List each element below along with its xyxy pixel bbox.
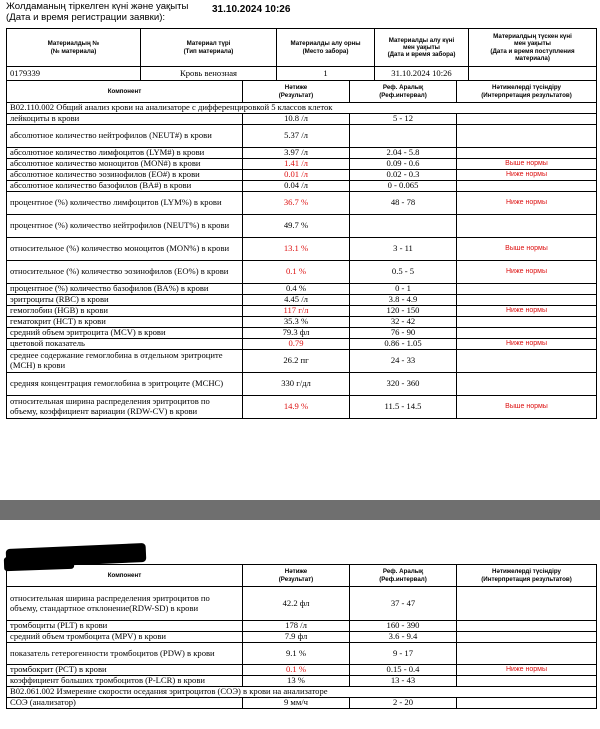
- reference-range: 32 - 42: [350, 317, 457, 328]
- table-row: [7, 396, 597, 419]
- reference-range: 320 - 360: [350, 373, 457, 396]
- component-name: средний объем эритроцита (MCV) в крови: [7, 328, 243, 339]
- result-value: 36.7 %: [243, 192, 350, 215]
- column-header-row: [7, 565, 597, 587]
- result-value: 0.01 /л: [243, 170, 350, 181]
- table-row: [7, 328, 597, 339]
- component-name: средняя концентрация гемоглобина в эритроците (MCHC): [7, 373, 243, 396]
- material-header-row: [7, 29, 597, 67]
- material-type-header: Материал түрі (Тип материала): [141, 29, 277, 67]
- reference-range: 2 - 20: [350, 698, 457, 709]
- material-place: 1: [277, 67, 375, 81]
- component-name: показатель гетерогенности тромбоцитов (PDW) в крови: [7, 643, 243, 665]
- component-name: гематокрит (HCT) в крови: [7, 317, 243, 328]
- result-column-header: Нәтиже (Результат): [243, 81, 350, 103]
- registration-label-kz: Жолдаманың тіркелген күні және уақыты: [6, 1, 189, 12]
- component-name: процентное (%) количество нейтрофилов (NEUT%) в крови: [7, 215, 243, 238]
- table-row: [7, 215, 597, 238]
- interpretation-flag: Ниже нормы: [457, 192, 597, 215]
- material-received: [469, 67, 597, 81]
- interpretation-flag: [457, 698, 597, 709]
- component-name: абсолютное количество базофилов (BA#) в крови: [7, 181, 243, 192]
- result-value: 330 г/дл: [243, 373, 350, 396]
- reference-range: 0 - 1: [350, 284, 457, 295]
- result-value: 26.2 пг: [243, 350, 350, 373]
- component-name: коэффициент больших тромбоцитов (P-LCR) в крови: [7, 676, 243, 687]
- table-row: [7, 587, 597, 621]
- result-value: 13.1 %: [243, 238, 350, 261]
- ref-column-header: Реф. Аралық (Реф.интервал): [350, 81, 457, 103]
- component-column-header: Компонент: [7, 565, 243, 587]
- result-value: 5.37 /л: [243, 125, 350, 148]
- reference-range: 37 - 47: [350, 587, 457, 621]
- reference-range: 76 - 90: [350, 328, 457, 339]
- interpretation-flag: [457, 295, 597, 306]
- table-row: [7, 284, 597, 295]
- material-row: [7, 67, 597, 81]
- interpretation-flag: Ниже нормы: [457, 306, 597, 317]
- result-value: 49.7 %: [243, 215, 350, 238]
- interpretation-flag: Ниже нормы: [457, 339, 597, 350]
- material-place-header: Материалды алу орны (Место забора): [277, 29, 375, 67]
- result-value: 178 /л: [243, 621, 350, 632]
- interpretation-flag: Ниже нормы: [457, 261, 597, 284]
- material-received-header: Материалдың түскен күні мен уақыты (Дата и время поступления материала): [469, 29, 597, 67]
- report-page-2: [0, 520, 600, 729]
- component-name: относительное (%) количество эозинофилов (EO%) в крови: [7, 261, 243, 284]
- component-name: тромбоциты (PLT) в крови: [7, 621, 243, 632]
- component-column-header: Компонент: [7, 81, 243, 103]
- component-name: СОЭ (анализатор): [7, 698, 243, 709]
- material-date-header: Материалды алу күні мен уақыты (Дата и время забора): [375, 29, 469, 67]
- result-value: 9.1 %: [243, 643, 350, 665]
- reference-range: 120 - 150: [350, 306, 457, 317]
- component-name: абсолютное количество эозинофилов (EO#) в крови: [7, 170, 243, 181]
- interpretation-flag: [457, 114, 597, 125]
- component-name: средний объем тромбоцита (MPV) в крови: [7, 632, 243, 643]
- table-row: [7, 148, 597, 159]
- table-row: [7, 643, 597, 665]
- section-title-cbc-row: [7, 103, 597, 114]
- table-row: [7, 373, 597, 396]
- section-title-esr: B02.061.002 Измерение скорости оседания эритроцитов (СОЭ) в крови на анализаторе: [7, 687, 597, 698]
- component-name: гемоглобин (HGB) в крови: [7, 306, 243, 317]
- result-value: 0.1 %: [243, 261, 350, 284]
- result-value: 7.9 фл: [243, 632, 350, 643]
- reference-range: 0.86 - 1.05: [350, 339, 457, 350]
- interpretation-flag: [457, 643, 597, 665]
- result-value: 1.41 /л: [243, 159, 350, 170]
- column-header-row: [7, 81, 597, 103]
- reference-range: 0.02 - 0.3: [350, 170, 457, 181]
- table-row: [7, 350, 597, 373]
- table-row: [7, 192, 597, 215]
- reference-range: 0.5 - 5: [350, 261, 457, 284]
- interpretation-flag: [457, 328, 597, 339]
- result-value: 14.9 %: [243, 396, 350, 419]
- reference-range: 11.5 - 14.5: [350, 396, 457, 419]
- table-row: [7, 159, 597, 170]
- component-name: цветовой показатель: [7, 339, 243, 350]
- reference-range: 3.8 - 4.9: [350, 295, 457, 306]
- table-row: [7, 676, 597, 687]
- table-row: [7, 339, 597, 350]
- section-title-cbc: B02.110.002 Общий анализ крови на анализаторе с дифференцировкой 5 классов клеток: [7, 103, 597, 114]
- material-table: [6, 28, 597, 81]
- result-value: 0.79: [243, 339, 350, 350]
- table-row: [7, 621, 597, 632]
- material-number: 0179339: [7, 67, 141, 81]
- component-name: относительное (%) количество моноцитов (MON%) в крови: [7, 238, 243, 261]
- component-name: абсолютное количество нейтрофилов (NEUT#) в крови: [7, 125, 243, 148]
- table-row: [7, 317, 597, 328]
- registration-label-ru: (Дата и время регистрации заявки):: [6, 12, 166, 23]
- interpretation-flag: Ниже нормы: [457, 170, 597, 181]
- component-name: относительная ширина распределения эритроцитов по объему, коэффициент вариации (RDW-CV) в крови: [7, 396, 243, 419]
- table-row: [7, 238, 597, 261]
- reference-range: 5 - 12: [350, 114, 457, 125]
- section-title-esr-row: [7, 687, 597, 698]
- interpretation-flag: [457, 632, 597, 643]
- table-row: [7, 698, 597, 709]
- interp-column-header: Нәтижелерді түсіндіру (Интерпретация результатов): [457, 565, 597, 587]
- interpretation-flag: [457, 317, 597, 328]
- component-name: абсолютное количество моноцитов (MON#) в крови: [7, 159, 243, 170]
- table-row: [7, 261, 597, 284]
- results-table-2: [6, 564, 597, 709]
- interpretation-flag: [457, 587, 597, 621]
- interpretation-flag: Выше нормы: [457, 159, 597, 170]
- result-value: 4.45 /л: [243, 295, 350, 306]
- component-name: процентное (%) количество лимфоцитов (LYM%) в крови: [7, 192, 243, 215]
- interpretation-flag: [457, 215, 597, 238]
- interpretation-flag: [457, 148, 597, 159]
- interpretation-flag: [457, 125, 597, 148]
- result-value: 9 мм/ч: [243, 698, 350, 709]
- result-value: 42.2 фл: [243, 587, 350, 621]
- result-value: 35.3 %: [243, 317, 350, 328]
- interpretation-flag: Ниже нормы: [457, 665, 597, 676]
- table-row: [7, 665, 597, 676]
- reference-range: [350, 125, 457, 148]
- results-table-1: [6, 80, 597, 419]
- interpretation-flag: Выше нормы: [457, 238, 597, 261]
- result-value: 0.04 /л: [243, 181, 350, 192]
- material-number-header: Материалдың № (№ материала): [7, 29, 141, 67]
- interpretation-flag: [457, 181, 597, 192]
- component-name: лейкоциты в крови: [7, 114, 243, 125]
- registration-date: 31.10.2024 10:26: [212, 4, 291, 15]
- interpretation-flag: [457, 676, 597, 687]
- reference-range: 13 - 43: [350, 676, 457, 687]
- reference-range: 3.6 - 9.4: [350, 632, 457, 643]
- reference-range: 9 - 17: [350, 643, 457, 665]
- reference-range: 0.09 - 0.6: [350, 159, 457, 170]
- interpretation-flag: [457, 373, 597, 396]
- result-column-header: Нәтиже (Результат): [243, 565, 350, 587]
- result-value: 0.1 %: [243, 665, 350, 676]
- material-date: 31.10.2024 10:26: [375, 67, 469, 81]
- table-row: [7, 125, 597, 148]
- component-name: относительная ширина распределения эритроцитов по объему, стандартное отклонение(RDW-SD) в крови: [7, 587, 243, 621]
- reference-range: 3 - 11: [350, 238, 457, 261]
- table-row: [7, 295, 597, 306]
- table-row: [7, 181, 597, 192]
- component-name: среднее содержание гемоглобина в отдельном эритроците (MCH) в крови: [7, 350, 243, 373]
- result-value: 117 г/л: [243, 306, 350, 317]
- reference-range: 0 - 0.065: [350, 181, 457, 192]
- result-value: 3.97 /л: [243, 148, 350, 159]
- component-name: эритроциты (RBC) в крови: [7, 295, 243, 306]
- result-value: 79.3 фл: [243, 328, 350, 339]
- reference-range: 160 - 390: [350, 621, 457, 632]
- component-name: тромбокрит (PCT) в крови: [7, 665, 243, 676]
- interpretation-flag: [457, 621, 597, 632]
- material-type: Кровь венозная: [141, 67, 277, 81]
- interpretation-flag: Выше нормы: [457, 396, 597, 419]
- table-row: [7, 114, 597, 125]
- result-value: 10.8 /л: [243, 114, 350, 125]
- reference-range: 24 - 33: [350, 350, 457, 373]
- table-row: [7, 170, 597, 181]
- result-value: 0.4 %: [243, 284, 350, 295]
- reference-range: 0.15 - 0.4: [350, 665, 457, 676]
- ref-column-header: Реф. Аралық (Реф.интервал): [350, 565, 457, 587]
- table-row: [7, 632, 597, 643]
- table-row: [7, 306, 597, 317]
- component-name: процентное (%) количество базофилов (BA%) в крови: [7, 284, 243, 295]
- reference-range: 2.04 - 5.8: [350, 148, 457, 159]
- component-name: абсолютное количество лимфоцитов (LYM#) в крови: [7, 148, 243, 159]
- reference-range: 48 - 78: [350, 192, 457, 215]
- interpretation-flag: [457, 284, 597, 295]
- interp-column-header: Нәтижелерді түсіндіру (Интерпретация результатов): [457, 81, 597, 103]
- interpretation-flag: [457, 350, 597, 373]
- registration-header: [6, 1, 188, 23]
- reference-range: [350, 215, 457, 238]
- result-value: 13 %: [243, 676, 350, 687]
